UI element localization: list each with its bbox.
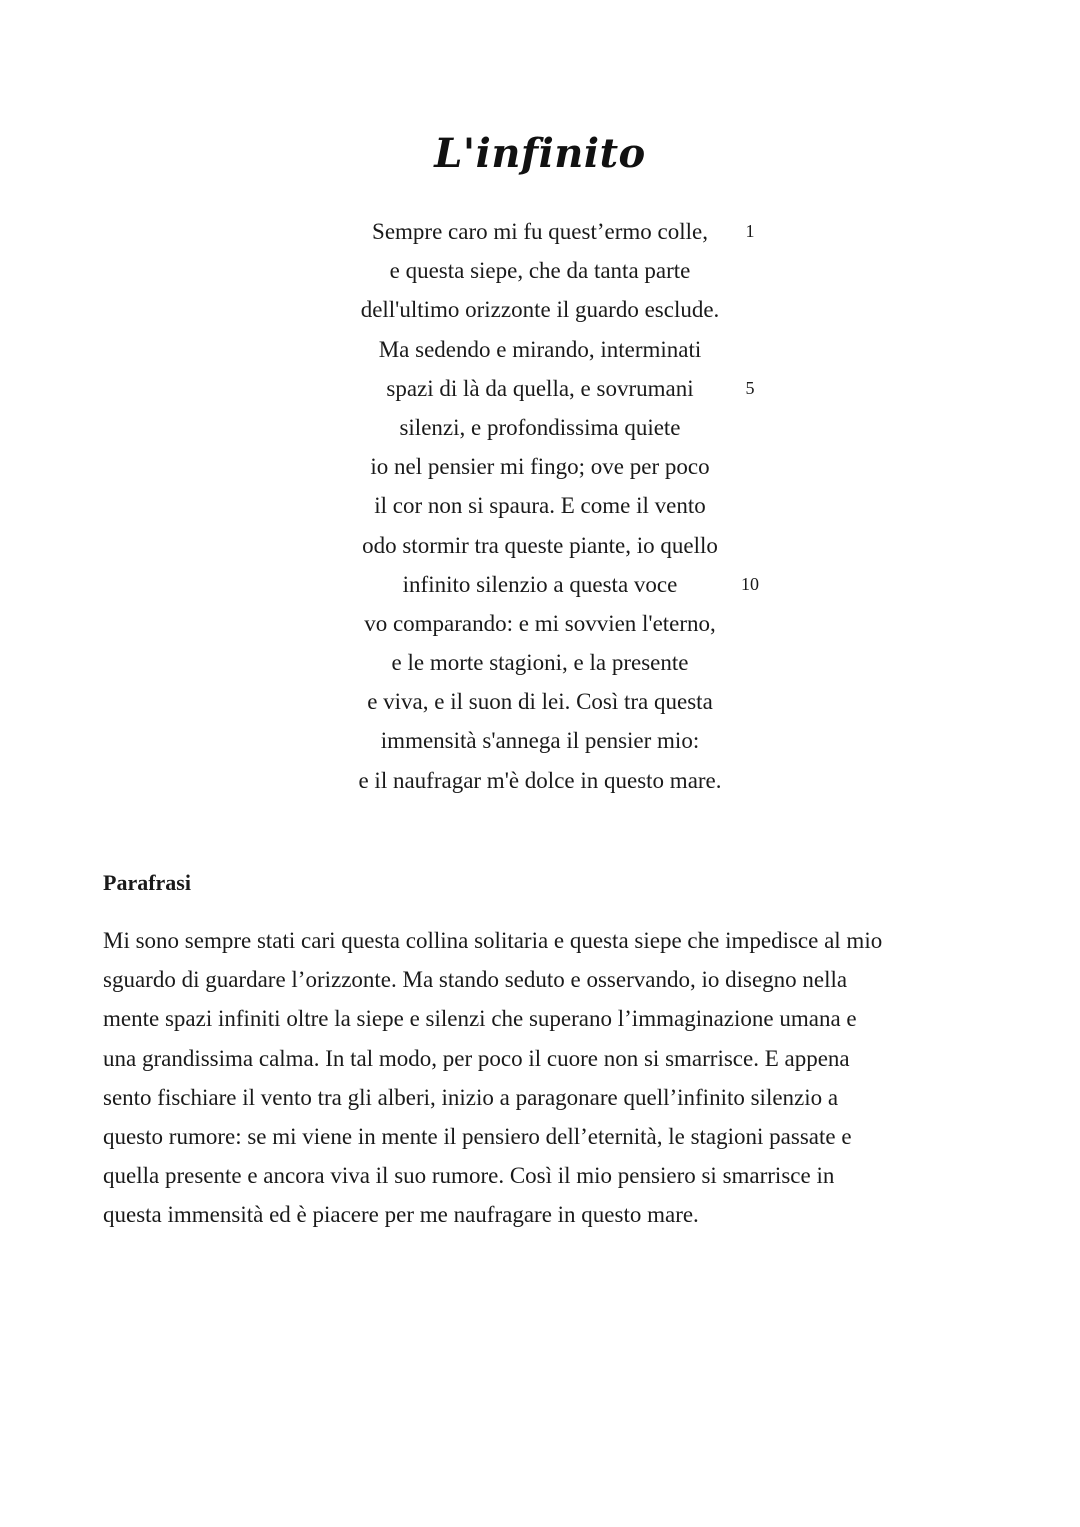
verse-text: infinito silenzio a questa voce [402,571,678,597]
verse-number: 5 [745,377,755,398]
verse-text: dell'ultimo orizzonte il guardo esclude. [360,297,720,323]
verse-number: 10 [741,573,759,594]
poem-body [0,212,1080,800]
verse-text: Sempre caro mi fu quest’ermo colle, [372,219,708,244]
paraphrase-heading: Parafrasi [103,870,191,895]
verse-line [0,290,1080,329]
verse-text: io nel pensier mi fingo; ove per poco [370,454,710,480]
paraphrase-line: Mi sono sempre stati cari questa collina solitaria e questa siepe che impedisce al mio [103,928,883,953]
verse-line [0,526,1080,565]
verse-text: e viva, e il suon di lei. Così tra questa [367,689,713,715]
verse-line [0,369,1080,408]
verse-line [0,486,1080,525]
paraphrase-line: quella presente e ancora viva il suo rumore. Così il mio pensiero si smarrisce in [103,1163,835,1189]
verse-text: odo stormir tra queste piante, io quello [362,532,718,558]
verse-number: 1 [745,221,755,241]
verse-line [0,682,1080,721]
verse-text: spazi di là da quella, e sovrumani [386,375,694,401]
paraphrase-line: sguardo di guardare l’orizzonte. Ma stando seduto e osservando, io disegno nella [103,967,848,993]
verse-text: e questa siepe, che da tanta parte [389,258,691,284]
verse-text: silenzi, e profondissima quiete [399,414,681,440]
verse-line [0,604,1080,643]
paraphrase-line: mente spazi infiniti oltre la siepe e silenzi che superano l’immaginazione umana e [103,1006,857,1032]
verse-text: e le morte stagioni, e la presente [391,650,689,676]
verse-text: e il naufragar m'è dolce in questo mare. [358,767,722,793]
verse-text: immensità s'annega il pensier mio: [380,728,700,754]
verse-line [0,212,1080,251]
poem-title: L'infinito [434,130,646,177]
verse-line [0,251,1080,290]
paraphrase-line: sento fischiare il vento tra gli alberi, inizio a paragonare quell’infinito silenzio a [103,1084,839,1110]
verse-text: il cor non si spaura. E come il vento [374,493,706,519]
verse-line [0,408,1080,447]
paraphrase-line: questa immensità ed è piacere per me naufragare in questo mare. [103,1202,699,1228]
verse-line [0,643,1080,682]
verse-text: vo comparando: e mi sovvien l'eterno, [364,610,716,636]
verse-text: Ma sedendo e mirando, interminati [378,336,702,362]
paraphrase-text [103,921,983,1235]
paraphrase-line: una grandissima calma. In tal modo, per poco il cuore non si smarrisce. E appena [103,1045,850,1071]
verse-line [0,330,1080,369]
verse-line [0,721,1080,760]
paraphrase-line: questo rumore: se mi viene in mente il pensiero dell’eternità, le stagioni passate e [103,1123,852,1149]
verse-line [0,447,1080,486]
verse-line [0,565,1080,604]
verse-line [0,761,1080,800]
